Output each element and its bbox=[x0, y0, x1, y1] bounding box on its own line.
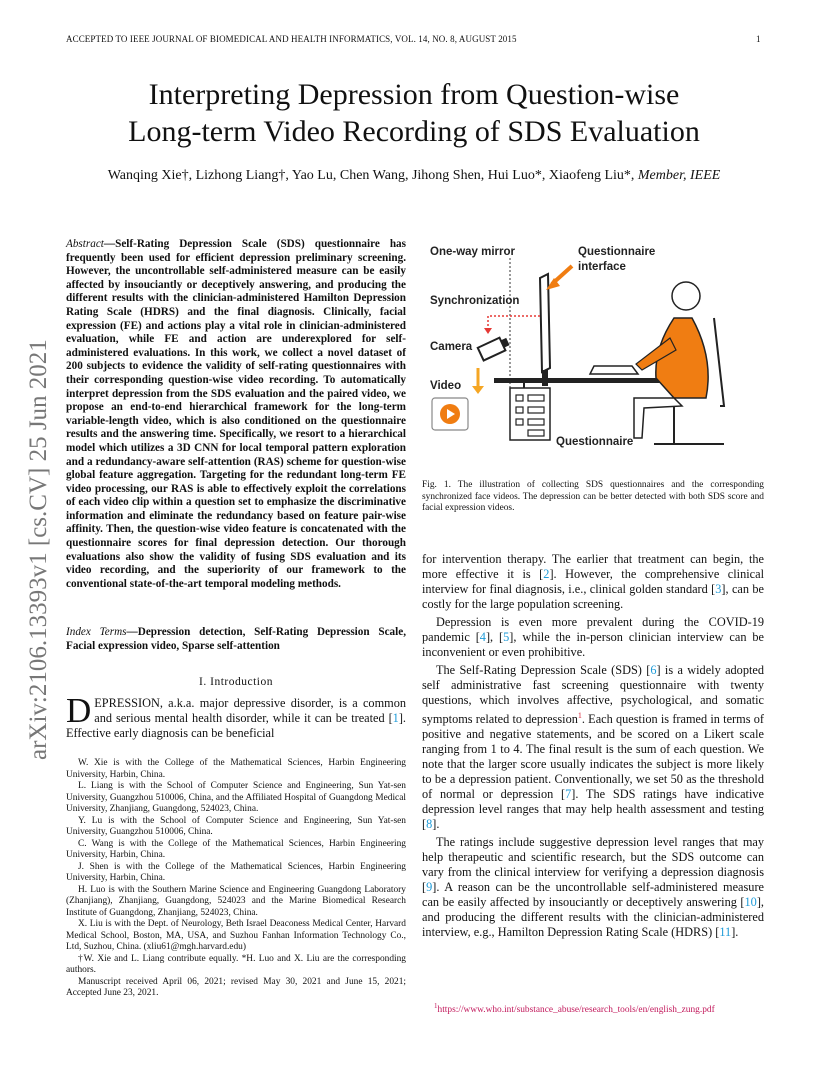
label-camera: Camera bbox=[430, 341, 473, 353]
citation-link[interactable]: 2 bbox=[543, 567, 550, 581]
desk bbox=[494, 378, 664, 383]
figure-1 bbox=[424, 238, 764, 456]
intro-text-start: EPRESSION, a.k.a. major depressive disorder, is a common and serious mental health disorder, while it can be treated [ bbox=[94, 696, 406, 725]
video-arrow-head bbox=[472, 386, 484, 394]
citation-link[interactable]: 1 bbox=[392, 711, 399, 725]
footnote-item: W. Xie is with the College of the Mathematical Sciences, Harbin Engineering University, Harbin, China. bbox=[66, 758, 406, 780]
footnote-item: H. Luo is with the Southern Marine Science and Engineering Guangdong Laboratory (Zhanjiang), Zhanjiang, Guangdong, 524023 and the Marine Biomedical Research Institute of Guangdong, Zhanjiang, 524023, China. bbox=[66, 884, 406, 918]
footnote-item: †W. Xie and L. Liang contribute equally. *H. Luo and X. Liu are the corresponding authors. bbox=[66, 953, 406, 975]
footnote-item: Y. Lu is with the School of Computer Science and Engineering, Sun Yat-sen University, Guangzhou 510006, China. bbox=[66, 815, 406, 837]
index-terms-text: —Depression detection, Self-Rating Depression Scale, Facial expression video, Sparse self-attention bbox=[66, 626, 406, 652]
authors-membership: Member, IEEE bbox=[637, 168, 721, 183]
citation-link[interactable]: 8 bbox=[426, 817, 433, 832]
section-heading-introduction: I. Introduction bbox=[199, 676, 273, 688]
paper-title bbox=[0, 76, 828, 150]
footnote-mark[interactable]: 1 bbox=[577, 711, 582, 720]
keyboard-icon bbox=[590, 366, 638, 374]
authors-names: Wanqing Xie†, Lizhong Liang†, Yao Lu, Chen Wang, Jihong Shen, Hui Luo*, Xiaofeng Liu*, bbox=[107, 168, 635, 183]
figure-caption: Fig. 1. The illustration of collecting SDS questionnaires and the corresponding synchronized face videos. The depression can be better detected with both SDS score and facial expression videos. bbox=[422, 480, 764, 513]
abstract-label: Abstract bbox=[66, 238, 104, 250]
footnote-item: J. Shen is with the College of the Mathematical Sciences, Harbin Engineering University, Harbin, China. bbox=[66, 861, 406, 883]
page-footnote bbox=[434, 1002, 764, 1015]
citation-link[interactable]: 10 bbox=[744, 895, 757, 910]
citation-link[interactable]: 11 bbox=[719, 925, 732, 940]
label-synchronization: Synchronization bbox=[430, 295, 520, 307]
label-questionnaire-interface-2: interface bbox=[578, 261, 626, 273]
label-questionnaire: Questionnaire bbox=[556, 436, 634, 448]
intro-paragraph bbox=[66, 691, 406, 741]
citation-link[interactable]: 6 bbox=[650, 663, 657, 677]
footnote-item: X. Liu is with the Dept. of Neurology, Beth Israel Deaconess Medical Center, Harvard Medical School, Boston, MA, USA, and Suzhou Fanhan Information Technology Co., Ltd, Suzhou, China. (xliu61@mgh.harvard.edu) bbox=[66, 919, 406, 952]
index-terms-label: Index Terms bbox=[66, 626, 127, 638]
person-figure bbox=[634, 282, 724, 444]
paragraph: Depression is even more prevalent during the COVID-19 pandemic [4], [5], while the in-person clinician interview can be inconvenient or even prohibitive. bbox=[422, 615, 764, 659]
drop-cap: D bbox=[66, 691, 92, 730]
page-number: 1 bbox=[756, 34, 761, 44]
citation-link[interactable]: 3 bbox=[715, 582, 722, 596]
footnote-item: C. Wang is with the College of the Mathematical Sciences, Harbin Engineering University, Harbin, China. bbox=[66, 838, 406, 860]
author-list bbox=[0, 168, 828, 184]
label-video: Video bbox=[430, 380, 462, 392]
footnote-item: L. Liang is with the School of Computer Science and Engineering, Sun Yat-sen University, Guangzhou 510006, China, and the Affiliated Hospital of Guangdong Medical University, Zhanjiang, Guangdong, 524023, China. bbox=[66, 781, 406, 814]
running-header: ACCEPTED TO IEEE JOURNAL OF BIOMEDICAL AND HEALTH INFORMATICS, VOL. 14, NO. 8, AUGUST 2015 bbox=[66, 34, 517, 44]
citation-link[interactable]: 7 bbox=[565, 787, 572, 802]
camera-icon bbox=[478, 335, 511, 360]
footnote-item: Manuscript received April 06, 2021; revised May 30, 2021 and June 15, 2021; Accepted June 23, 2021. bbox=[66, 976, 406, 998]
citation-link[interactable]: 5 bbox=[503, 630, 510, 644]
footnote-url-link[interactable]: https://www.who.int/substance_abuse/research_tools/en/english_zung.pdf bbox=[437, 1005, 715, 1016]
paragraph: The ratings include suggestive depression level ranges that may help therapeutic and scientific research, but the SDS outcome can vary from the clinical interview for verifying a depression diagnosis [9]. A reason can be the uncontrollable self-administered measure can be easily affected by insouciantly or deceptively answering [10], and producing the different results with the clinician-administered interview, e.g., Hamilton Depression Rating Scale (HDRS) [11]. bbox=[422, 835, 764, 940]
footnote-number: 1 bbox=[434, 1002, 438, 1010]
intro-text-end: ]. Effective early diagnosis can be beneficial bbox=[66, 711, 406, 740]
sync-line bbox=[488, 316, 540, 330]
arxiv-stamp bbox=[8, 290, 52, 760]
title-line-2: Long-term Video Recording of SDS Evaluation bbox=[128, 115, 700, 148]
abstract bbox=[66, 238, 406, 591]
citation-link[interactable]: 4 bbox=[479, 630, 486, 644]
paragraph: for intervention therapy. The earlier that treatment can begin, the more effective it is [2]. However, the comprehensive clinical interview for final diagnosis, i.e., clinical golden standard [3], can be costly for the large population screening. bbox=[422, 552, 764, 611]
label-one-way-mirror: One-way mirror bbox=[430, 246, 515, 258]
affiliation-footnotes bbox=[66, 758, 406, 1000]
title-line-1: Interpreting Depression from Question-wise bbox=[148, 78, 680, 111]
index-terms bbox=[66, 626, 406, 653]
label-questionnaire-interface-1: Questionnaire bbox=[578, 246, 656, 258]
setup-illustration bbox=[424, 238, 764, 456]
paragraph: The Self-Rating Depression Scale (SDS) [6] is a widely adopted self administrative fast screening questionnaire with twenty questions, which involves affective, psychological, and somatic symptoms related to depression$^1$. Each question is framed in terms of positive and negative statements, and be scored on a Likert scale ranging from 1 to 4. The final result is the sum of each question. We note that the larger score usually indicates the subject is more likely to be a depression patient. Conventionally, we set 50 as the threshold of normal or depression [7]. The SDS ratings have indicative depression level ranges that may help health assessment and testing [8]. bbox=[422, 663, 764, 832]
abstract-text: —Self-Rating Depression Scale (SDS) questionnaire has frequently been used for efficient depression preliminary screening. However, the uncontrollable self-administered measure can be easily affected by insouciantly or deceptively answering, and producing the different results with the clinician-administered Hamilton Depression Rating Scale (HDRS) and the final diagnosis. Clinically, facial expression (FE) and actions play a vital role in clinician-administered evaluation, while FE and action are underexplored for self-administered evaluations. In this work, we collect a novel dataset of 200 subjects to evidence the validity of self-rating questionnaires with their corresponding question-wise video recording. To automatically interpret depression from the SDS evaluation and the paired video, we propose an end-to-end hierarchical framework for the long-term variable-length video, which is also conditioned on the questionnaire results and the answering time. Specifically, we resort to a hierarchical model which utilizes a 3D CNN for local temporal pattern exploration and a redundancy-aware self-attention (RAS) scheme for question-wise global feature aggregation. Targeting for the redundant long-term FE video processing, our RAS is able to effectively exploit the correlations of each video clip within a question set to emphasize the discriminative information and eliminate the redundancy based on feature pair-wise affinity. Then, the question-wise video feature is concatenated with the questionnaire scores for final depression detection. Our thorough evaluations also show the validity of fusing SDS evaluation and its video recording, and the superiority of our framework to the conventional state-of-the-art temporal modeling methods. bbox=[66, 238, 406, 590]
right-column-text bbox=[422, 552, 764, 943]
citation-link[interactable]: 9 bbox=[426, 880, 433, 895]
arxiv-identifier: arXiv:2106.13393v1 [cs.CV] 25 Jun 2021 bbox=[25, 339, 52, 760]
sync-arrow bbox=[484, 328, 492, 334]
